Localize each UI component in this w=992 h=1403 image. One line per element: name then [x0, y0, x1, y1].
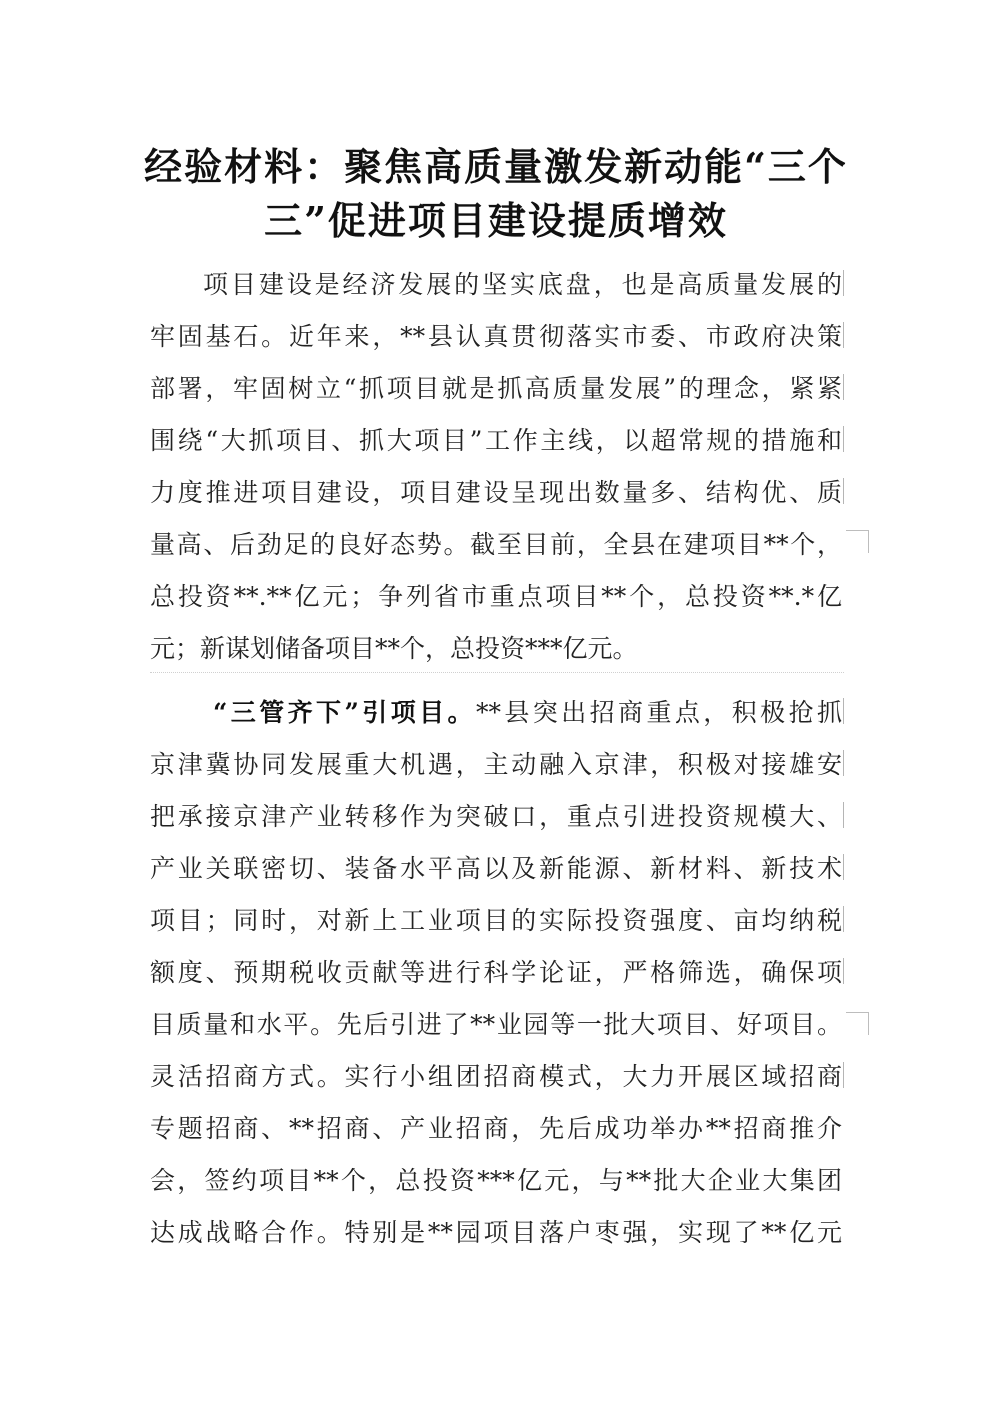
corner-mark	[846, 530, 869, 553]
margin-mark	[843, 1062, 844, 1088]
paragraph2-line: 额度、预期税收贡献等进行科学论证，严格筛选，确保项	[150, 958, 842, 987]
paragraph1-line: 牢固基石。近年来，**县认真贯彻落实市委、市政府决策	[150, 322, 842, 351]
paragraph2-line: 目质量和水平。先后引进了**业园等一批大项目、好项目。	[150, 1010, 842, 1039]
corner-mark	[846, 1012, 869, 1035]
document-title-line1: 经验材料：聚焦高质量激发新动能“三个	[144, 144, 848, 189]
paragraph1-line: 部署，牢固树立“抓项目就是抓高质量发展”的理念，紧紧	[150, 374, 842, 403]
paragraph1-line: 元；新谋划储备项目**个，总投资***亿元。	[150, 634, 638, 663]
margin-mark	[843, 958, 844, 984]
margin-mark	[843, 802, 844, 828]
paragraph1-line: 围绕“大抓项目、抓大项目”工作主线，以超常规的措施和	[150, 426, 842, 455]
paragraph2-line: 把承接京津产业转移作为突破口，重点引进投资规模大、	[150, 802, 842, 831]
margin-mark	[843, 374, 844, 400]
paragraph2-line: 项目；同时，对新上工业项目的实际投资强度、亩均纳税	[150, 906, 842, 935]
margin-mark	[843, 750, 844, 776]
paragraph1-line: 项目建设是经济发展的坚实底盘，也是高质量发展的	[203, 270, 842, 299]
section-divider	[150, 672, 844, 673]
margin-mark	[843, 270, 844, 296]
margin-mark	[843, 854, 844, 880]
paragraph1-line: 总投资**.**亿元；争列省市重点项目**个，总投资**.*亿	[150, 582, 842, 611]
paragraph2-line: 会，签约项目**个，总投资***亿元，与**批大企业大集团	[150, 1166, 842, 1195]
paragraph2-first-line	[213, 696, 842, 730]
paragraph2-line: 京津冀协同发展重大机遇，主动融入京津，积极对接雄安	[150, 750, 842, 779]
margin-mark	[843, 698, 844, 724]
paragraph2-line: 达成战略合作。特别是**园项目落户枣强，实现了**亿元	[150, 1218, 842, 1247]
paragraph2-first-line-text: **县突出招商重点，积极抢抓	[475, 698, 842, 727]
margin-mark	[843, 478, 844, 504]
paragraph2-line: 产业关联密切、装备水平高以及新能源、新材料、新技术	[150, 854, 842, 883]
document-title-line2: 三”促进项目建设提质增效	[264, 198, 728, 243]
section-heading: “三管齐下”引项目。	[213, 698, 476, 727]
margin-mark	[843, 322, 844, 348]
paragraph2-line: 专题招商、**招商、产业招商，先后成功举办**招商推介	[150, 1114, 842, 1143]
paragraph2-line: 灵活招商方式。实行小组团招商模式，大力开展区域招商	[150, 1062, 842, 1091]
margin-mark	[843, 426, 844, 452]
paragraph1-line: 力度推进项目建设，项目建设呈现出数量多、结构优、质	[150, 478, 842, 507]
margin-mark	[843, 906, 844, 932]
paragraph1-line: 量高、后劲足的良好态势。截至目前，全县在建项目**个，	[150, 530, 842, 559]
